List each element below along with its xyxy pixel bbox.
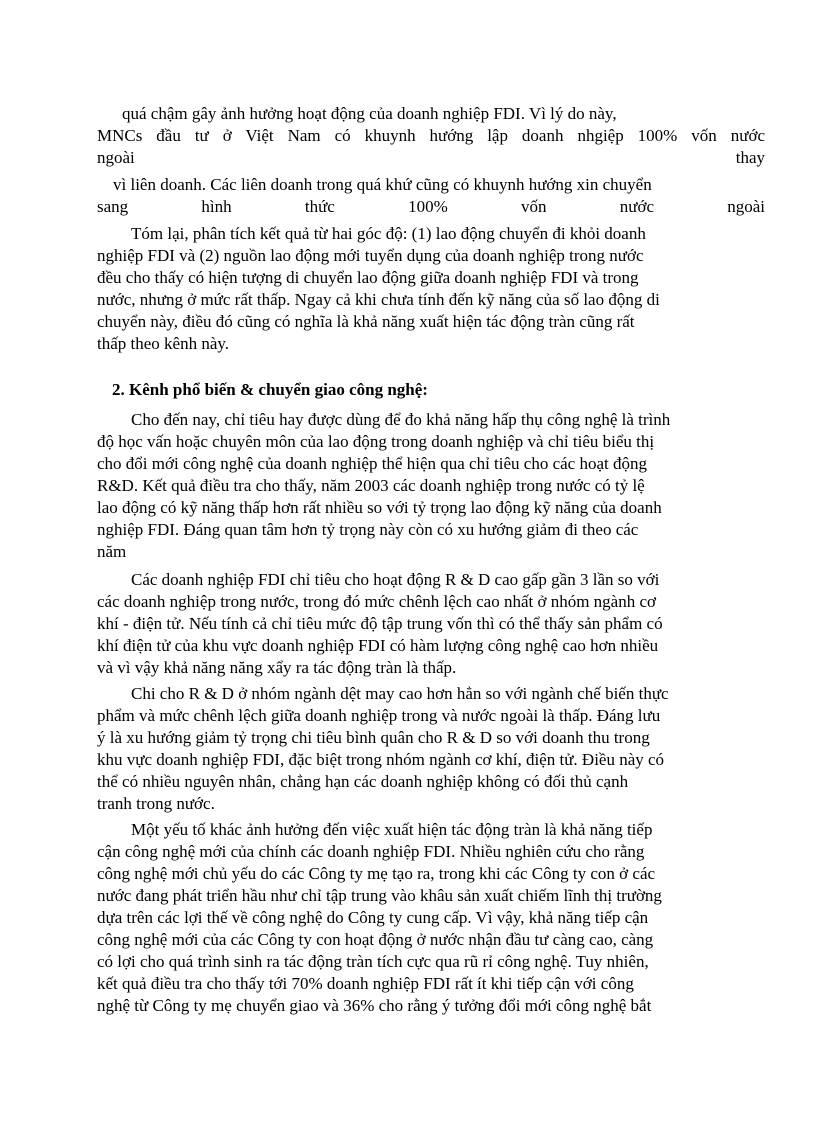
- text-line: [97, 772, 628, 792]
- text-segment: dựa trên các lợi thế về công nghệ do Công ty cung cấp. Vì vậy, khả năng tiếp cận: [97, 908, 649, 927]
- text-line: [97, 794, 215, 814]
- text-segment: nước: [619, 197, 654, 216]
- text-segment: ngoài: [727, 197, 765, 216]
- text-line: [97, 864, 655, 884]
- text-line: [97, 930, 653, 950]
- text-line: [97, 728, 650, 748]
- text-segment: khí - điện tử. Nếu tính cả chỉ tiêu mức độ tập trung vốn thì có thể thấy sản phẩm có: [97, 614, 663, 633]
- text-segment: Một yếu tố khác ảnh hưởng đến việc xuất hiện tác động tràn là khả năng tiếp: [131, 820, 653, 839]
- text-line: [97, 542, 126, 562]
- text-segment: thấp theo kênh này.: [97, 334, 230, 353]
- text-segment: nước đang phát triển hầu như chỉ tập trung vào khâu sản xuất chiếm lĩnh thị trường: [97, 886, 662, 905]
- text-line: [97, 908, 648, 928]
- text-segment: cận công nghệ mới của chính các doanh nghiệp FDI. Nhiều nghiên cứu cho rằng: [97, 842, 645, 861]
- text-segment: đều cho thấy có hiện tượng di chuyển lao động giữa doanh nghiệp FDI và trong: [97, 268, 639, 287]
- text-line: [97, 432, 654, 452]
- text-line: [131, 570, 659, 590]
- text-segment: Tóm lại, phân tích kết quả từ hai góc độ: (1) lao động chuyển đi khỏi doanh: [131, 224, 646, 243]
- text-line: [122, 104, 765, 124]
- text-line: [97, 636, 658, 656]
- text-line: [97, 334, 229, 354]
- text-line: [97, 974, 634, 994]
- text-segment: Các doanh nghiệp FDI chỉ tiêu cho hoạt động R & D cao gấp gần 3 lần so với: [131, 570, 660, 589]
- text-line: [97, 126, 765, 146]
- text-line: [97, 520, 638, 540]
- text-line: [97, 750, 664, 770]
- text-line: [97, 658, 456, 678]
- text-segment: ngoài: [97, 148, 135, 167]
- text-segment: vì liên doanh. Các liên doanh trong quá khứ cũng có khuynh hướng xin chuyển: [113, 175, 652, 194]
- text-line: [97, 842, 644, 862]
- text-segment: khí điện tử của khu vực doanh nghiệp FDI có hàm lượng công nghệ cao hơn nhiều: [97, 636, 659, 655]
- text-segment: nghiệp FDI và (2) nguồn lao động mới tuyển dụng của doanh nghiệp trong nước: [97, 246, 644, 265]
- text-segment: các doanh nghiệp trong nước, trong đó mức chênh lệch cao nhất ở nhóm ngành cơ: [97, 592, 657, 611]
- text-segment: sang: [97, 197, 129, 216]
- text-segment: và vì vậy khả năng năng xẩy ra tác động tràn là thấp.: [97, 658, 457, 677]
- text-segment: ý là xu hướng giảm tỷ trọng chi tiêu bình quân cho R & D so với doanh thu trong: [97, 728, 650, 747]
- text-line: [97, 246, 644, 266]
- text-segment: R&D. Kết quả điều tra cho thấy, năm 2003 các doanh nghiệp trong nước có tỷ lệ: [97, 476, 645, 495]
- text-line: [97, 592, 656, 612]
- text-segment: kết quả điều tra cho thấy tới 70% doanh nghiệp FDI rất ít khi tiếp cận với công: [97, 974, 634, 993]
- text-line: [97, 290, 660, 310]
- text-segment: năm: [97, 542, 127, 561]
- text-segment: Chi cho R & D ở nhóm ngành dệt may cao hơn hẳn so với ngành chế biến thực: [131, 684, 669, 703]
- text-line: [131, 224, 646, 244]
- text-segment: nghệ từ Công ty mẹ chuyển giao và 36% cho rằng ý tưởng đổi mới công nghệ bắt: [97, 996, 652, 1015]
- text-segment: có lợi cho quá trình sinh ra tác động tràn tích cực qua rũ rỉ công nghệ. Tuy nhiên,: [97, 952, 649, 971]
- text-line: [97, 454, 647, 474]
- text-line: [97, 886, 662, 906]
- text-segment: công nghệ mới của các Công ty con hoạt động ở nước nhận đầu tư càng cao, càng: [97, 930, 654, 949]
- text-segment: 100%: [408, 197, 448, 216]
- text-segment: chuyển này, điều đó cũng có nghĩa là khả năng xuất hiện tác động tràn cũng rất: [97, 312, 635, 331]
- text-segment: vốn: [521, 197, 547, 216]
- text-segment: Cho đến nay, chỉ tiêu hay được dùng để đo khả năng hấp thụ công nghệ là trình: [131, 410, 671, 429]
- text-segment: thức: [304, 197, 335, 216]
- text-segment: công nghệ mới chủ yếu do các Công ty mẹ tạo ra, trong khi các Công ty con ở các: [97, 864, 656, 883]
- text-segment: MNCs đầu tư ở Việt Nam có khuynh hướng lập doanh nhgiệp 100% vốn nước: [97, 126, 765, 145]
- text-segment: cho đổi mới công nghệ của doanh nghiệp thể hiện qua chỉ tiêu cho các hoạt động: [97, 454, 647, 473]
- text-line: [97, 268, 639, 288]
- text-segment: lao động có kỹ năng thấp hơn rất nhiều so với tỷ trọng lao động kỹ năng của doanh: [97, 498, 662, 517]
- section-heading: 2. Kênh phổ biến & chuyển giao công nghệ:: [112, 380, 428, 399]
- text-line: [131, 820, 652, 840]
- text-segment: quá chậm gây ảnh hưởng hoạt động của doanh nghiệp FDI. Vì lý do này,: [122, 104, 617, 123]
- text-line: [97, 476, 645, 496]
- text-line: [97, 614, 663, 634]
- text-line: [113, 175, 765, 195]
- text-line: [97, 706, 660, 726]
- text-line: [97, 197, 765, 217]
- text-segment: nghiệp FDI. Đáng quan tâm hơn tỷ trọng này còn có xu hướng giảm đi theo các: [97, 520, 639, 539]
- text-segment: thể có nhiều nguyên nhân, chẳng hạn các doanh nghiệp không có đối thủ cạnh: [97, 772, 629, 791]
- text-segment: khu vực doanh nghiệp FDI, đặc biệt trong nhóm ngành cơ khí, điện tử. Điều này có: [97, 750, 665, 769]
- text-line: [97, 498, 662, 518]
- text-segment: thay: [735, 148, 765, 167]
- text-segment: tranh trong nước.: [97, 794, 215, 813]
- text-segment: nước, nhưng ở mức rất thấp. Ngay cả khi chưa tính đến kỹ năng của số lao động di: [97, 290, 660, 309]
- text-segment: phẩm và mức chênh lệch giữa doanh nghiệp trong và nước ngoài là thấp. Đáng lưu: [97, 706, 661, 725]
- text-line: [131, 410, 670, 430]
- text-line: [131, 684, 669, 704]
- text-line: [97, 952, 649, 972]
- text-segment: hình: [201, 197, 232, 216]
- text-line: [97, 148, 765, 168]
- text-segment: độ học vấn hoặc chuyên môn của lao động trong doanh nghiệp và chỉ tiêu biểu thị: [97, 432, 655, 451]
- text-line: [97, 312, 635, 332]
- text-line: [97, 996, 651, 1016]
